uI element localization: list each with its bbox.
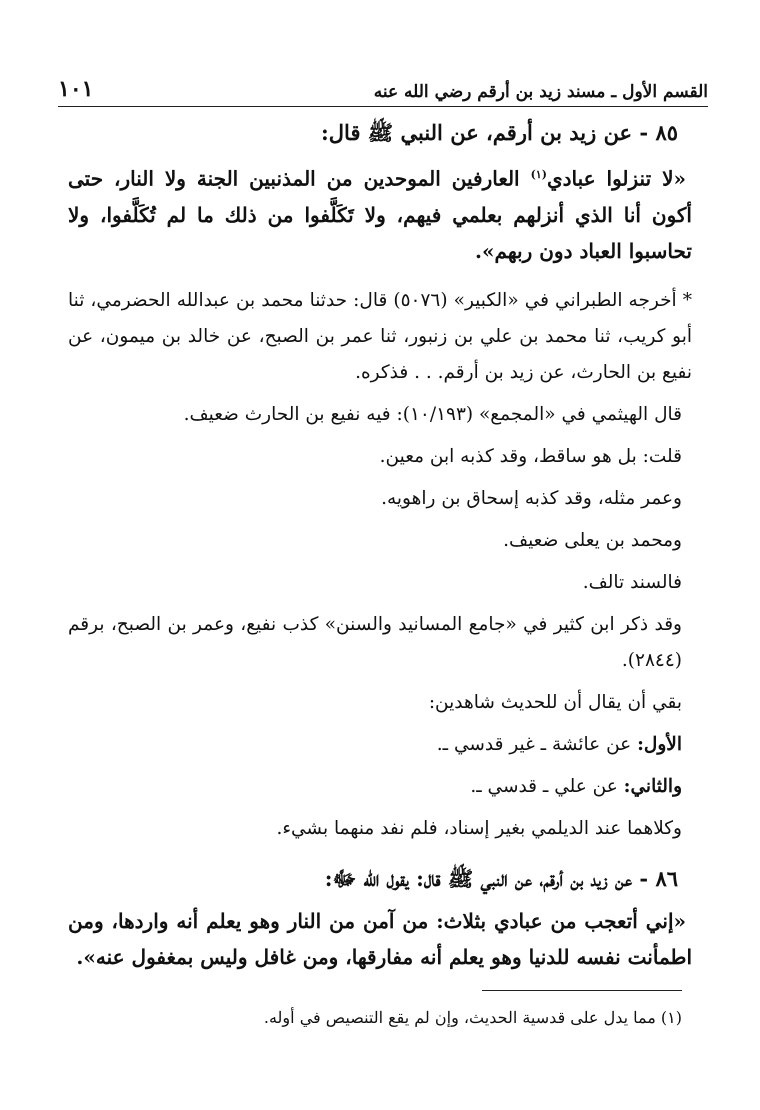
takhrij-paragraph: * أخرجه الطبراني في «الكبير» (٥٠٧٦) قال: حدثنا محمد بن عبدالله الحضرمي، ثنا أبو كريب، ثنا محمد بن علي بن زنبور، ثنا عمر بن الصبح، عن خالد بن ميمون، عن نفيع بن الحارث، عن زيد بن أرقم. . . فذكره. [68, 289, 692, 383]
page-number: ١٠١ [58, 76, 94, 102]
umar-note: وعمر مثله، وقد كذبه إسحاق بن راهويه. [381, 487, 682, 509]
page-body [68, 115, 692, 981]
ibn-kathir-note: وقد ذكر ابن كثير في «جامع المسانيد والسنن» كذب نفيع، وعمر بن الصبح، برقم (٢٨٤٤). [68, 613, 682, 671]
both-witnesses-note: وكلاهما عند الديلمي بغير إسناد، فلم نفد منهما بشيء. [276, 817, 682, 839]
first-witness-text: عن عائشة ـ غير قدسي ـ. [436, 733, 638, 755]
hadith-86-heading: ٨٦ - عن زيد بن أرقم، عن النبي ﷺ قال: يقول الله ﷻ: [324, 865, 678, 891]
hadith-85-text-part1: «لا تنزلوا عبادي [546, 166, 686, 191]
header-title: القسم الأول ـ مسند زيد بن أرقم رضي الله عنه [373, 82, 708, 102]
hadith-85-text-part2: العارفين الموحدين من المذنبين الجنة ولا النار، حتى أكون أنا الذي أنزلهم بعلمي فيهم، ولا تَكَلَّفوا من ذلك ما لم تُكَلَّفوا، ولا تحاسبوا العباد دون ربهم». [68, 166, 692, 263]
first-witness-label: الأول: [637, 733, 682, 755]
hadith-85-text [68, 157, 692, 269]
second-witness-label: والثاني: [623, 775, 682, 797]
footnote-divider [482, 990, 682, 991]
running-header [58, 62, 708, 107]
muhammad-note: ومحمد بن يعلى ضعيف. [503, 529, 682, 551]
shawahid-intro: بقي أن يقال أن للحديث شاهدين: [428, 691, 682, 713]
footnote-1: (١) مما يدل على قدسية الحديث، وإن لم يقع التنصيص في أوله. [263, 1008, 682, 1027]
sanad-verdict: فالسند تالف. [582, 571, 682, 593]
qultu-note: قلت: بل هو ساقط، وقد كذبه ابن معين. [379, 445, 682, 467]
second-witness [68, 769, 692, 805]
first-witness [68, 727, 692, 763]
second-witness-text: عن علي ـ قدسي ـ. [470, 775, 624, 797]
hadith-86-text: «إني أتعجب من عبادي بثلاث: من آمن من النار وهو يعلم أنه واردها، ومن اطمأنت نفسه للدنيا وهو يعلم أنه مفارقها، ومن غافل وليس بمغفول عنه». [68, 908, 692, 969]
footnote-marker[interactable]: (١) [530, 168, 547, 181]
haythami-note: قال الهيثمي في «المجمع» (١٠/١٩٣): فيه نفيع بن الحارث ضعيف. [183, 403, 682, 425]
hadith-85-heading: ٨٥ - عن زيد بن أرقم، عن النبي ﷺ قال: [321, 120, 678, 145]
